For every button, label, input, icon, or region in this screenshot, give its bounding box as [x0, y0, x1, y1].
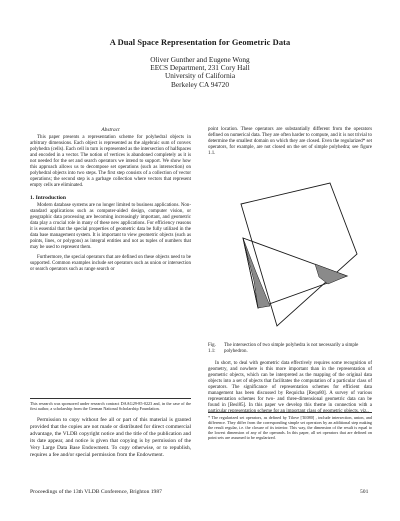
intro-paragraph-2: Furthermore, the special operators that are defined on these objects need to be supported. Common examples include set operators such as union or intersection or search operators such as range search or: [30, 255, 191, 272]
figure-caption: [208, 343, 372, 355]
affiliation-line-1: EECS Department, 231 Cory Hall: [150, 63, 250, 73]
funding-footnote-text: This research was sponsored under research contract DAAG29-85-0223 and, in the case of the first author, a scholarship from the German National Scholarship Foundation.: [30, 401, 191, 411]
permission-notice: [30, 417, 191, 458]
figure-caption-text: The intersection of two simple polyhedra is not necessarily a simple polyhedron.: [224, 343, 359, 354]
right-paragraph-2: In short, to deal with geometric data effectively requires some recognition of geometry, and nowhere is this more important than in the representation of geometric objects, which can be interpreted as the mapping of the original data objects into a set of objects that facilitates the computation of a particular class of operators. The significance of representation schemes for efficient data management has been discussed by Requicha [Requ80]. A survey of various representation schemes for two- and three-dimensional geometric data can be found in [Besl85]. In this paper we develop this theme in connection with a particular representation scheme for an important class of geometric objects, viz.,: [208, 361, 372, 414]
permission-text: Permission to copy without fee all or part of this material is granted provided that the copies are not made or distributed for direct commercial advantage, the VLDB copyright notice and the title of the publication and its date appear, and notice is given that copying is by permission of the Very Large Data Base Endowment. To copy otherwise, or to republish, requires a fee and/or special permission from the Endowment.: [30, 417, 191, 458]
abstract-heading: Abstract: [101, 127, 120, 133]
affiliation-line-3: Berkeley CA 94720: [171, 79, 229, 89]
regularized-footnote-text: * The regularized set operators, as defined by Tilove [Til080] , include intersection, union, and difference. They differ from the corresponding simple set operators by an additional step making the result regular, i.e. the closure of its interior. This way, the dimension of the result is equal to the lowest dimension of any of the operands. In this paper, all set operators that are defined on point sets are assumed to be regularized.: [208, 415, 372, 440]
left-column: [30, 127, 191, 273]
regularized-operators-footnote: [208, 412, 372, 440]
right-paragraph-1: point location. These operators are substantially different from the operators defined on numerical data. They are often harder to compute, and it is not trivial to determine the smallest domain on which they are closed. Even the regularized* set operators, for example, are not closed on the set of simple polyhedra; see figure 1.1.: [208, 127, 372, 156]
affiliation-line-2: University of California: [164, 71, 236, 81]
right-column-lower: [208, 361, 372, 415]
funding-footnote: [30, 398, 191, 411]
intro-paragraph-1: Modern database systems are no longer limited to business applications. Non-standard applications such as computer-aided design, computer vision, or geographic data processing are becoming increasingly important, and geometric data play a crucial role in many of these new applications. For efficiency reasons it is essential that the special properties of geometric data be fully utilized in the data base management system. It is important to view geometric objects (such as points, lines, or polygons) as integral entities and not as tuples of numbers that may be used to represent them.: [30, 203, 191, 250]
right-column: [208, 127, 372, 157]
figure-intersection-diagram: [223, 178, 363, 338]
paper-title: A Dual Space Representation for Geometric Data: [109, 38, 291, 47]
author-names: Oliver Gunther and Eugene Wong: [150, 55, 250, 64]
abstract-text: This paper presents a representation scheme for polyhedral objects in arbitrary dimensions. Each object is represented as the algebraic sum of convex polyhedra (cells). Each cell in turn is represented as the intersection of halfspaces and encoded in a vector. The notion of vertices is abandoned completely as it is not needed for the set and search operators we intend to support. We show how this approach allows us to decompose set operations (such as intersection) on polyhedral objects into two steps. The first step consists of a collection of vector operations; the second step is a garbage collection where vectors that represent empty cells are eliminated.: [30, 135, 191, 188]
intersection-region-left: [243, 238, 270, 308]
section-heading-introduction: 1. Introduction: [30, 195, 66, 201]
author-block: [0, 56, 400, 89]
page-number: 501: [360, 489, 369, 495]
figure-label: Fig. 1.1:: [208, 343, 216, 354]
proceedings-footer: Proceedings of the 13th VLDB Conference, Brighton 1987: [30, 489, 162, 495]
